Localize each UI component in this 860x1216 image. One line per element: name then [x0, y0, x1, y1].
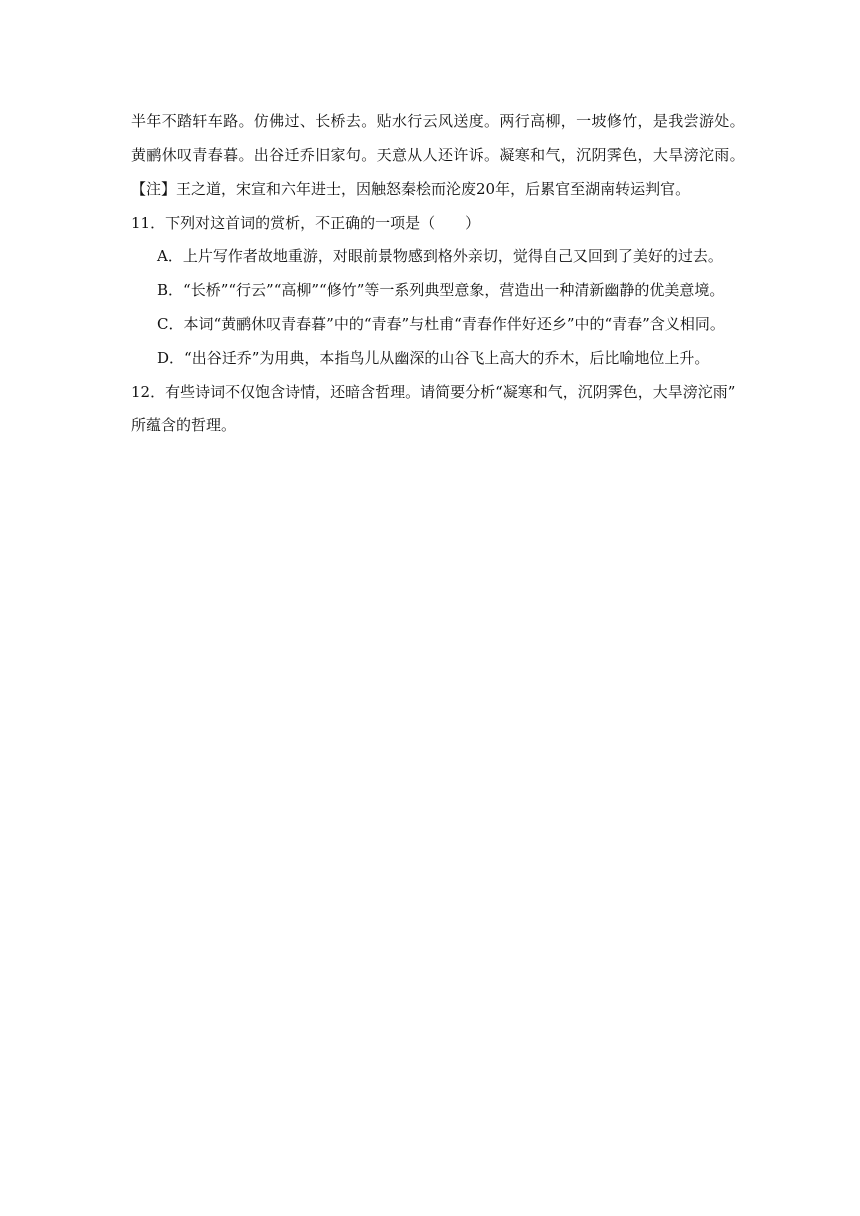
author-note: 【注】王之道，宋宣和六年进士，因触怒秦桧而沦废20年，后累官至湖南转运判官。	[131, 180, 691, 198]
question-11-option-b: B．“长桥”“行云”“高柳”“修竹”等一系列典型意象，营造出一种清新幽静的优美意境。	[157, 281, 725, 299]
question-12-line-2: 所蕴含的哲理。	[131, 416, 237, 434]
question-11-stem: 11．下列对这首词的赏析，不正确的一项是（ ）	[131, 214, 481, 232]
question-11-option-a: A．上片写作者故地重游，对眼前景物感到格外亲切，觉得自己又回到了美好的过去。	[157, 247, 723, 265]
question-11-option-c: C．本词“黄鹂休叹青春暮”中的“青春”与杜甫“青春作伴好还乡”中的“青春”含义相同。	[157, 315, 725, 333]
question-11-option-d: D．“出谷迁乔”为用典，本指鸟儿从幽深的山谷飞上高大的乔木，后比喻地位上升。	[157, 349, 710, 367]
question-12-line-1: 12．有些诗词不仅饱含诗情，还暗含哲理。请简要分析“凝寒和气，沉阴霁色，大旱滂沱雨”	[131, 383, 736, 401]
poem-line-2: 黄鹂休叹青春暮。出谷迁乔旧家句。天意从人还许诉。凝寒和气，沉阴霁色，大旱滂沱雨。	[131, 146, 746, 164]
poem-line-1: 半年不踏轩车路。仿佛过、长桥去。贴水行云风送度。两行高柳，一坡修竹，是我尝游处。	[131, 112, 746, 130]
